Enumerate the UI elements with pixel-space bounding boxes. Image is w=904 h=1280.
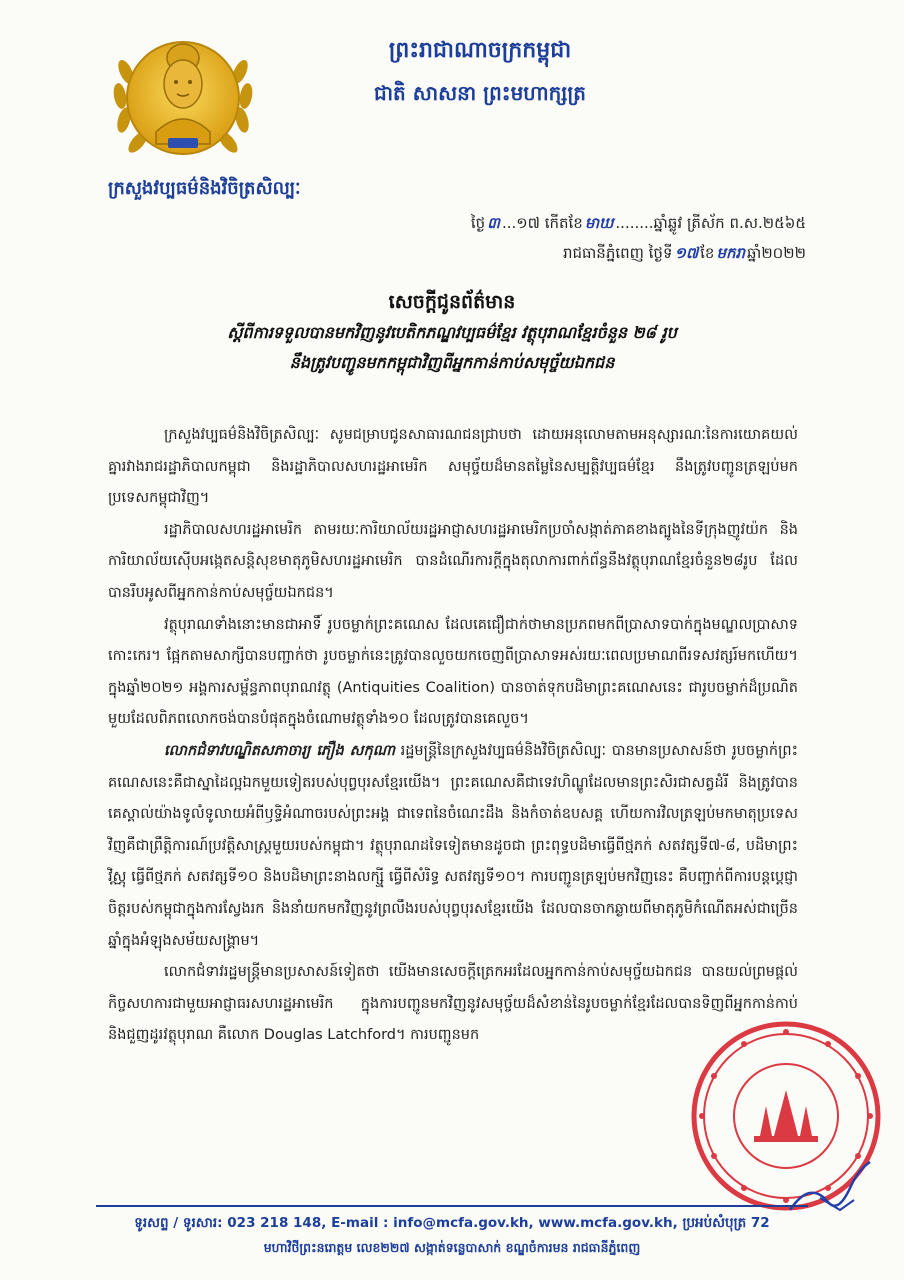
- footer-phone: 023 218 148: [227, 1215, 322, 1231]
- minister-name: លោកជំទាវបណ្ឌិតសភាចារ្យ ភឿង សកុណា: [164, 742, 395, 759]
- solar-date: រាជធានីភ្នំពេញ ថ្ងៃទី ១៧ ខែ មករា ឆ្នាំ២០២២: [562, 244, 806, 262]
- solar-day: ១៧: [674, 244, 699, 262]
- footer-divider: [96, 1205, 808, 1207]
- lunar-month: មាឃ: [584, 214, 614, 232]
- footer-contact: ទូរសព្ទ / ទូរសារ: 023 218 148, E-mail : info@mcfa.gov.kh, www.mcfa.gov.kh, ប្រអប់សំបុត្រ 72: [134, 1215, 770, 1231]
- document-subtitle-1: ស្ដីពីការទទួលបានមកវិញនូវបេតិកភណ្ឌវប្បធម៌ខ្មែរ វត្ថុបុរាណខ្មែរចំនួន ២៨ រូប: [227, 323, 677, 342]
- document-subtitle-2: នឹងត្រូវបញ្ជូនមកកម្ពុជាវិញពីអ្នកកាន់កាប់សមុច្ច័យឯកជន: [289, 353, 615, 372]
- kingdom-title: ព្រះរាជាណាចក្រកម្ពុជា: [388, 37, 572, 63]
- footer-website: www.mcfa.gov.kh,: [538, 1215, 678, 1231]
- footer-pobox: 72: [750, 1215, 770, 1231]
- paragraph-4: លោកជំទាវបណ្ឌិតសភាចារ្យ ភឿង សកុណា រដ្ឋមន្ត្រីនៃក្រសួងវប្បធម៌និងវិចិត្រសិល្បៈ បានមានប្រសាសន៍ថា រូបចម្លាក់ព្រះគណេសនេះគឺជាស្នាដៃល្អឯកមួយទៀតរបស់បុព្វបុរសខ្មែរយើង។ ព្រះគណេសគឺជាទេវហិណ្ឌូដែលមានព្រះសិរជាសត្វដំរី និងត្រូវបានគេស្គាល់យ៉ាងទូលំទូលាយអំពីឫទ្ធិអំណាចរបស់ព្រះអង្គ ជាទេពនៃចំណេះដឹង និងកំចាត់ឧបសគ្គ ហើយការវិលត្រឡប់មកមាតុប្រទេសវិញគឺជាព្រឹត្តិការណ៍ប្រវត្តិសាស្ត្រមួយរបស់កម្ពុជា។ វត្ថុបុរាណដទៃទៀតមានដូចជា ព្រះពុទ្ធបដិមាធ្វើពីថ្មភក់ សតវត្សទី៧-៨, បដិមាព្រះវិស្ណុ ធ្វើពីថ្មភក់ សតវត្សទី១០ និងបដិមាព្រះនាងលក្ស្មី ធ្វើពីសំរិទ្ធ សតវត្សទី១០។ ការបញ្ជូនត្រឡប់មកវិញនេះ គឺបញ្ជាក់ពីការបន្តប្ដេជ្ញាចិត្តរបស់កម្ពុជាក្នុងការស្វែងរក និងនាំយកមកវិញនូវព្រលឹងរបស់បុព្វបុរសខ្មែរយើង ដែលបានចាកឆ្ងាយពីមាតុភូមិកំណើតអស់ជាច្រើនឆ្នាំក្នុងអំឡុងសម័យសង្គ្រាម។: [108, 742, 798, 949]
- paragraph-2: រដ្ឋាភិបាលសហរដ្ឋអាមេរិក តាមរយៈការិយាល័យរដ្ឋអាជ្ញាសហរដ្ឋអាមេរិកប្រចាំសង្កាត់ភាគខាងត្បូងនៃទីក្រុងញូវយ៉ក និងការិយាល័យស៊ើបអង្កេតសន្តិសុខមាតុភូមិសហរដ្ឋអាមេរិក បានដំណើរការក្ដីក្នុងតុលាការពាក់ព័ន្ធនឹងវត្ថុបុរាណខ្មែរចំនួន២៨រូប ដែលបានរឹបអូសពីអ្នកកាន់កាប់សមុច្ច័យឯកជន។: [108, 521, 798, 601]
- lunar-date: ថ្ងៃ ៣ ...១៧ កើតខែ មាឃ ........ឆ្នាំឆ្លូវ ត្រីស័ក ព.ស.២៥៦៥: [470, 214, 806, 232]
- ministry-name: ក្រសួងវប្បធម៌និងវិចិត្រសិល្បៈ: [108, 178, 301, 199]
- document-body: [108, 420, 798, 1052]
- footer-email: info@mcfa.gov.kh,: [393, 1215, 534, 1231]
- ministry-emblem-icon: [108, 20, 258, 168]
- footer-address: មហាវិថីព្រះនរោត្តម លេខ២២៧ សង្កាត់ទន្លេបាសាក់ ខណ្ឌចំការមន រាជធានីភ្នំពេញ: [263, 1240, 641, 1255]
- document-heading: សេចក្ដីជូនព័ត៌មាន: [388, 291, 516, 313]
- paragraph-1: ក្រសួងវប្បធម៌និងវិចិត្រសិល្បៈ សូមជម្រាបជូនសាធារណជនជ្រាបថា ដោយអនុលោមតាមអនុស្សារណៈនៃការយោគយល់គ្នារវាងរាជរដ្ឋាភិបាលកម្ពុជា និងរដ្ឋាភិបាលសហរដ្ឋអាមេរិក សមុច្ច័យដ៏មានតម្លៃនៃសម្បត្តិវប្បធម៌ខ្មែរ នឹងត្រូវបញ្ជូនត្រឡប់មកប្រទេសកម្ពុជាវិញ។: [108, 427, 798, 507]
- kingdom-motto: ជាតិ សាសនា ព្រះមហាក្សត្រ: [374, 81, 586, 105]
- paragraph-5: លោកជំទាវរដ្ឋមន្ត្រីមានប្រសាសន៍ទៀតថា យើងមានសេចក្ដីត្រេកអរដែលអ្នកកាន់កាប់សមុច្ច័យឯកជន បានយល់ព្រមផ្ដល់កិច្ចសហការជាមួយអាជ្ញាធរសហរដ្ឋអាមេរិក ក្នុងការបញ្ជូនមកវិញនូវសមុច្ច័យដ៏សំខាន់នៃរូបចម្លាក់ខ្មែរដែលបានទិញពីអ្នកកាន់កាប់និងជួញដូរវត្ថុបុរាណ គឺលោក Douglas Latchford។ ការបញ្ជូនមក: [108, 964, 798, 1044]
- paragraph-3: វត្ថុបុរាណទាំងនោះមានជាអាទិ៍ រូបចម្លាក់ព្រះគណេស ដែលគេជឿជាក់ថាមានប្រភពមកពីប្រាសាទបាក់ក្នុងមណ្ឌលប្រាសាទកោះកេរ។ ផ្អែកតាមសាក្សីបានបញ្ជាក់ថា រូបចម្លាក់នេះត្រូវបានលួចយកចេញពីប្រាសាទអស់រយៈពេលប្រមាណពីរទសវត្សរ៍មកហើយ។ ក្នុងឆ្នាំ២០២១ អង្គការសម្ព័ន្ធភាពបុរាណវត្ថុ (Antiquities Coalition) បានចាត់ទុកបដិមាព្រះគណេសនេះ ជារូបចម្លាក់ដ៏ប្រណិតមួយដែលពិភពលោកចង់បានបំផុតក្នុងចំណោមវត្ថុទាំង១០ ដែលត្រូវបានគេលួច។: [108, 616, 798, 728]
- lunar-day: ៣: [487, 214, 500, 232]
- solar-month: មករា: [716, 244, 746, 262]
